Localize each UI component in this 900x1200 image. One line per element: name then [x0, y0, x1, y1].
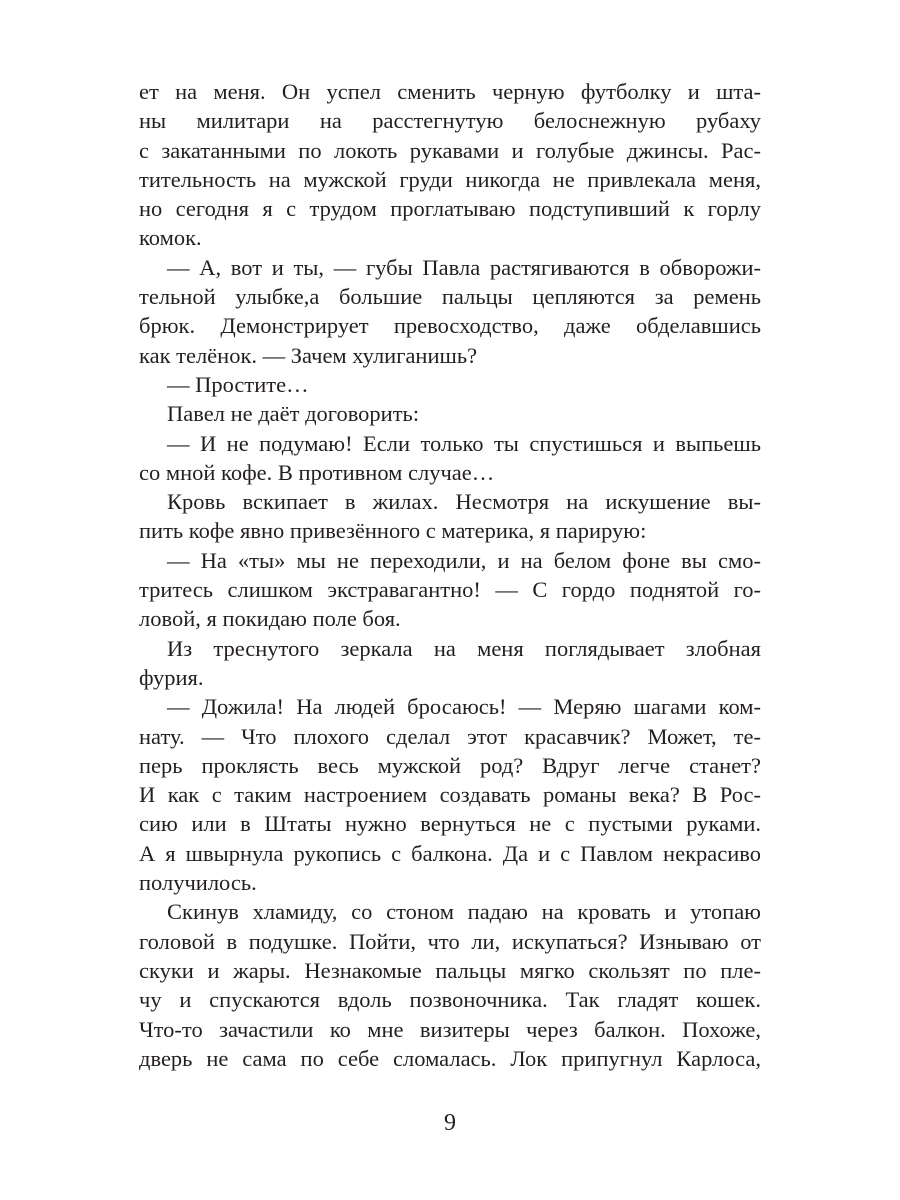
text-line: головой в подушке. Пойти, что ли, искупаться? Изнываю от — [139, 928, 761, 954]
text-line: — А, вот и ты, — губы Павла растягиваются в обворожи- — [167, 254, 761, 280]
paragraph — [139, 77, 761, 253]
paragraph — [139, 634, 761, 693]
paragraph — [139, 370, 761, 399]
text-line: Скинув хламиду, со стоном падаю на кровать и утопаю — [167, 899, 761, 925]
text-line: дверь не сама по себе сломалась. Лок припугнул Карлоса, — [139, 1045, 761, 1071]
text-line: Кровь вскипает в жилах. Несмотря на искушение вы- — [167, 489, 761, 515]
text-line: ны милитари на расстегнутую белоснежную рубаху — [139, 108, 761, 134]
text-line: с закатанными по локоть рукавами и голубые джинсы. Рас- — [139, 137, 761, 163]
text-line: но сегодня я с трудом проглатываю подступивший к горлу — [139, 196, 761, 222]
paragraph — [139, 692, 761, 897]
page-number: 9 — [444, 1110, 456, 1136]
text-line: тительность на мужской груди никогда не привлекала меня, — [139, 166, 761, 192]
text-line: сию или в Штаты нужно вернуться не с пустыми руками. — [139, 811, 761, 837]
text-line: пить кофе явно привезённого с материка, я парирую: — [139, 518, 647, 544]
text-line: А я швырнула рукопись с балкона. Да и с Павлом некрасиво — [139, 840, 761, 866]
text-line: скуки и жары. Незнакомые пальцы мягко скользят по пле- — [139, 957, 761, 983]
text-line: нату. — Что плохого сделал этот красавчик? Может, те- — [139, 723, 761, 749]
text-line: Что-то зачастили ко мне визитеры через балкон. Похоже, — [139, 1016, 761, 1042]
paragraph — [139, 546, 761, 634]
text-line: фурия. — [139, 664, 204, 690]
text-line: как телёнок. — Зачем хулиганишь? — [139, 342, 478, 368]
text-line: Из треснутого зеркала на меня поглядывает злобная — [167, 635, 761, 661]
text-line: брюк. Демонстрирует превосходство, даже обделавшись — [139, 313, 761, 339]
text-line: комок. — [139, 225, 202, 251]
paragraph — [139, 897, 761, 1073]
text-line: — Дожила! На людей бросаюсь! — Меряю шагами ком- — [167, 694, 761, 720]
paragraph — [139, 429, 761, 488]
text-line: — Простите… — [167, 371, 309, 397]
text-line: Павел не даёт договорить: — [167, 401, 420, 427]
text-line: И как с таким настроением создавать романы века? В Рос- — [139, 782, 761, 808]
paragraph — [139, 399, 761, 428]
text-line: получилось. — [139, 870, 257, 896]
text-line: — На «ты» мы не переходили, и на белом фоне вы смо- — [167, 547, 761, 573]
paragraph — [139, 487, 761, 546]
page-text — [139, 77, 761, 1073]
text-line: чу и спускаются вдоль позвоночника. Так гладят кошек. — [139, 987, 761, 1013]
text-line: тритесь слишком экстравагантно! — С гордо поднятой го- — [139, 577, 761, 603]
text-line: со мной кофе. В противном случае… — [139, 459, 495, 485]
text-line: перь проклясть весь мужской род? Вдруг легче станет? — [139, 752, 761, 778]
text-line: — И не подумаю! Если только ты спустишься и выпьешь — [167, 430, 761, 456]
text-line: ловой, я покидаю поле боя. — [139, 606, 401, 632]
text-line: ет на меня. Он успел сменить черную футболку и шта- — [139, 79, 761, 104]
text-line: тельной улыбке,а большие пальцы цепляются за ремень — [139, 284, 761, 310]
paragraph — [139, 253, 761, 370]
